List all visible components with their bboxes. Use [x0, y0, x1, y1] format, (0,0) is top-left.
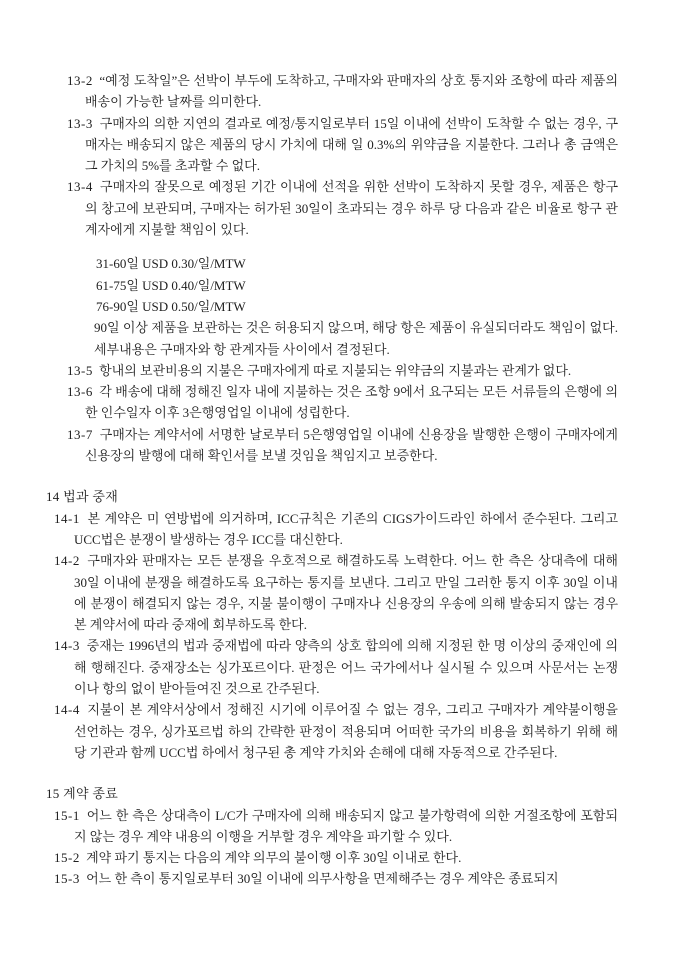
clause-number: 15-3: [54, 871, 80, 887]
clause-number: 13-4: [67, 179, 93, 195]
clause-14-1: [54, 508, 618, 551]
clause-text: “예정 도착일”은 선박이 부두에 도착하고, 구매자와 판매자의 상호 통지와 조항에 따라 제품의 배송이 가능한 날짜를 의미한다.: [85, 73, 619, 110]
clause-15-3: [54, 868, 618, 889]
clause-13-6: [67, 381, 618, 424]
clause-14-2: [54, 550, 618, 635]
clause-text: 계약 파기 통지는 다음의 계약 의무의 불이행 이후 30일 이내로 한다.: [86, 850, 462, 866]
clause-number: 14-3: [54, 638, 80, 654]
clause-text: 구매자는 계약서에 서명한 날로부터 5은행영업일 이내에 신용장을 발행한 은행이 구매자에게 신용장의 발행에 대해 확인서를 보낼 것임을 책임지고 보증한다.: [85, 426, 618, 464]
clause-number: 15-1: [54, 807, 80, 823]
section-15-heading: 15 계약 종료: [46, 786, 119, 802]
storage-rate-row: 76-90일 USD 0.50/일/MTW: [96, 298, 246, 314]
section-14-law-arbitration: [46, 486, 618, 763]
clause-number: 14-4: [54, 702, 80, 718]
clause-number: 13-2: [67, 73, 93, 88]
clause-14-4: [54, 699, 618, 763]
clause-number: 13-6: [67, 384, 93, 400]
clause-text: 구매자와 판매자는 모든 분쟁을 우호적으로 해결하도록 노력한다. 어느 한 측은 상대측에 대해 30일 이내에 분쟁을 해결하도록 요구하는 통지를 보낸다. 그리고 만일 그러한 통지 이후 30일 이내에 분쟁이 해결되지 않는 경우, 지불 불이행이 구매자나 신용장의 우송에 의해 발송되지 않는 경우 본 계약서에 따라 중재에 회부하도록 한다.: [74, 553, 618, 633]
clause-number: 13-3: [67, 115, 93, 131]
clause-text: 구매자의 의한 지연의 결과로 예정/통지일로부터 15일 이내에 선박이 도착할 수 없는 경우, 구매자는 배송되지 않은 제품의 당시 가치에 대해 일 0.3%의 위약금을 지불한다. 그러나 총 금액은 그 가치의 5%를 초과할 수 없다.: [85, 115, 619, 174]
clause-text: 각 배송에 대해 정해진 일자 내에 지불하는 것은 조항 9에서 요구되는 모든 서류들의 은행에 의한 인수일자 이후 3은행영업일 이내에 성립한다.: [85, 384, 618, 421]
clause-text: 어느 한 측은 상대측이 L/C가 구매자에 의해 배송되지 않고 불가항력에 의한 거절조항에 포함되지 않는 경우 계약 내용의 이행을 거부할 경우 계약을 파기할 수 있다.: [74, 807, 619, 844]
clause-15-1: [54, 805, 618, 848]
clause-15-2: [54, 847, 618, 868]
storage-rate-note: 90일 이상 제품을 보관하는 것은 허용되지 않으며, 해당 항은 제품이 유실되더라도 책임이 없다. 세부내용은 구매자와 항 관계자들 사이에서 결정된다.: [94, 320, 618, 357]
clause-number: 13-5: [67, 362, 93, 378]
storage-rate-row: 31-60일 USD 0.30/일/MTW: [96, 256, 246, 272]
clause-text: 중재는 1996년의 법과 중재법에 따라 양측의 상호 합의에 의해 지정된 한 명 이상의 중재인에 의해 행해진다. 중재장소는 싱가포르이다. 판정은 어느 국가에서나 실시될 수 있으며 사문서는 논쟁이나 항의 없이 받아들여진 것으로 간주된다.: [74, 638, 619, 697]
clause-text: 항내의 보관비용의 지불은 구매자에게 따로 지불되는 위약금의 지불과는 관계가 없다.: [99, 362, 572, 378]
clause-text: 지불이 본 계약서상에서 정해진 시기에 이루어질 수 없는 경우, 그리고 구매자가 계약불이행을 선언하는 경우, 싱가포르법 하의 간략한 판정이 적용되며 어떠한 국가의 비용을 회복하기 위해 해당 기관과 함께 UCC법 하에서 청구된 총 계약 가치와 손해에 대해 자동적으로 간주된다.: [74, 702, 618, 760]
clause-number: 14-2: [54, 553, 80, 569]
clause-number: 13-7: [67, 426, 93, 442]
section-15-termination: [46, 783, 618, 889]
section-13-shipping-clauses: [46, 70, 618, 466]
clause-text: 본 계약은 미 연방법에 의거하며, ICC규칙은 기존의 CIGS가이드라인 하에서 준수된다. 그리고 UCC법은 분쟁이 발생하는 경우 ICC를 대신한다.: [74, 510, 619, 547]
clause-13-2: [67, 70, 618, 113]
clause-number: 14-1: [54, 510, 80, 526]
clause-number: 15-2: [54, 850, 80, 866]
section-14-heading: 14 법과 중재: [46, 489, 119, 505]
clause-13-4: [67, 176, 618, 240]
clause-text: 구매자의 잘못으로 예정된 기간 이내에 선적을 위한 선박이 도착하지 못할 경우, 제품은 항구의 창고에 보관되며, 구매자는 허가된 30일이 초과되는 경우 하루 당 다음과 같은 비율로 항구 관계자에게 지불할 책임이 있다.: [85, 179, 619, 238]
clause-13-5: [67, 360, 618, 381]
clause-13-7: [67, 424, 618, 467]
storage-rate-list: [96, 253, 618, 317]
storage-rate-row: 61-75일 USD 0.40/일/MTW: [96, 277, 246, 293]
clause-13-3: [67, 113, 618, 177]
clause-text: 어느 한 측이 통지일로부터 30일 이내에 의무사항을 면제해주는 경우 계약은 종료되지: [86, 871, 559, 887]
clause-14-3: [54, 635, 618, 699]
